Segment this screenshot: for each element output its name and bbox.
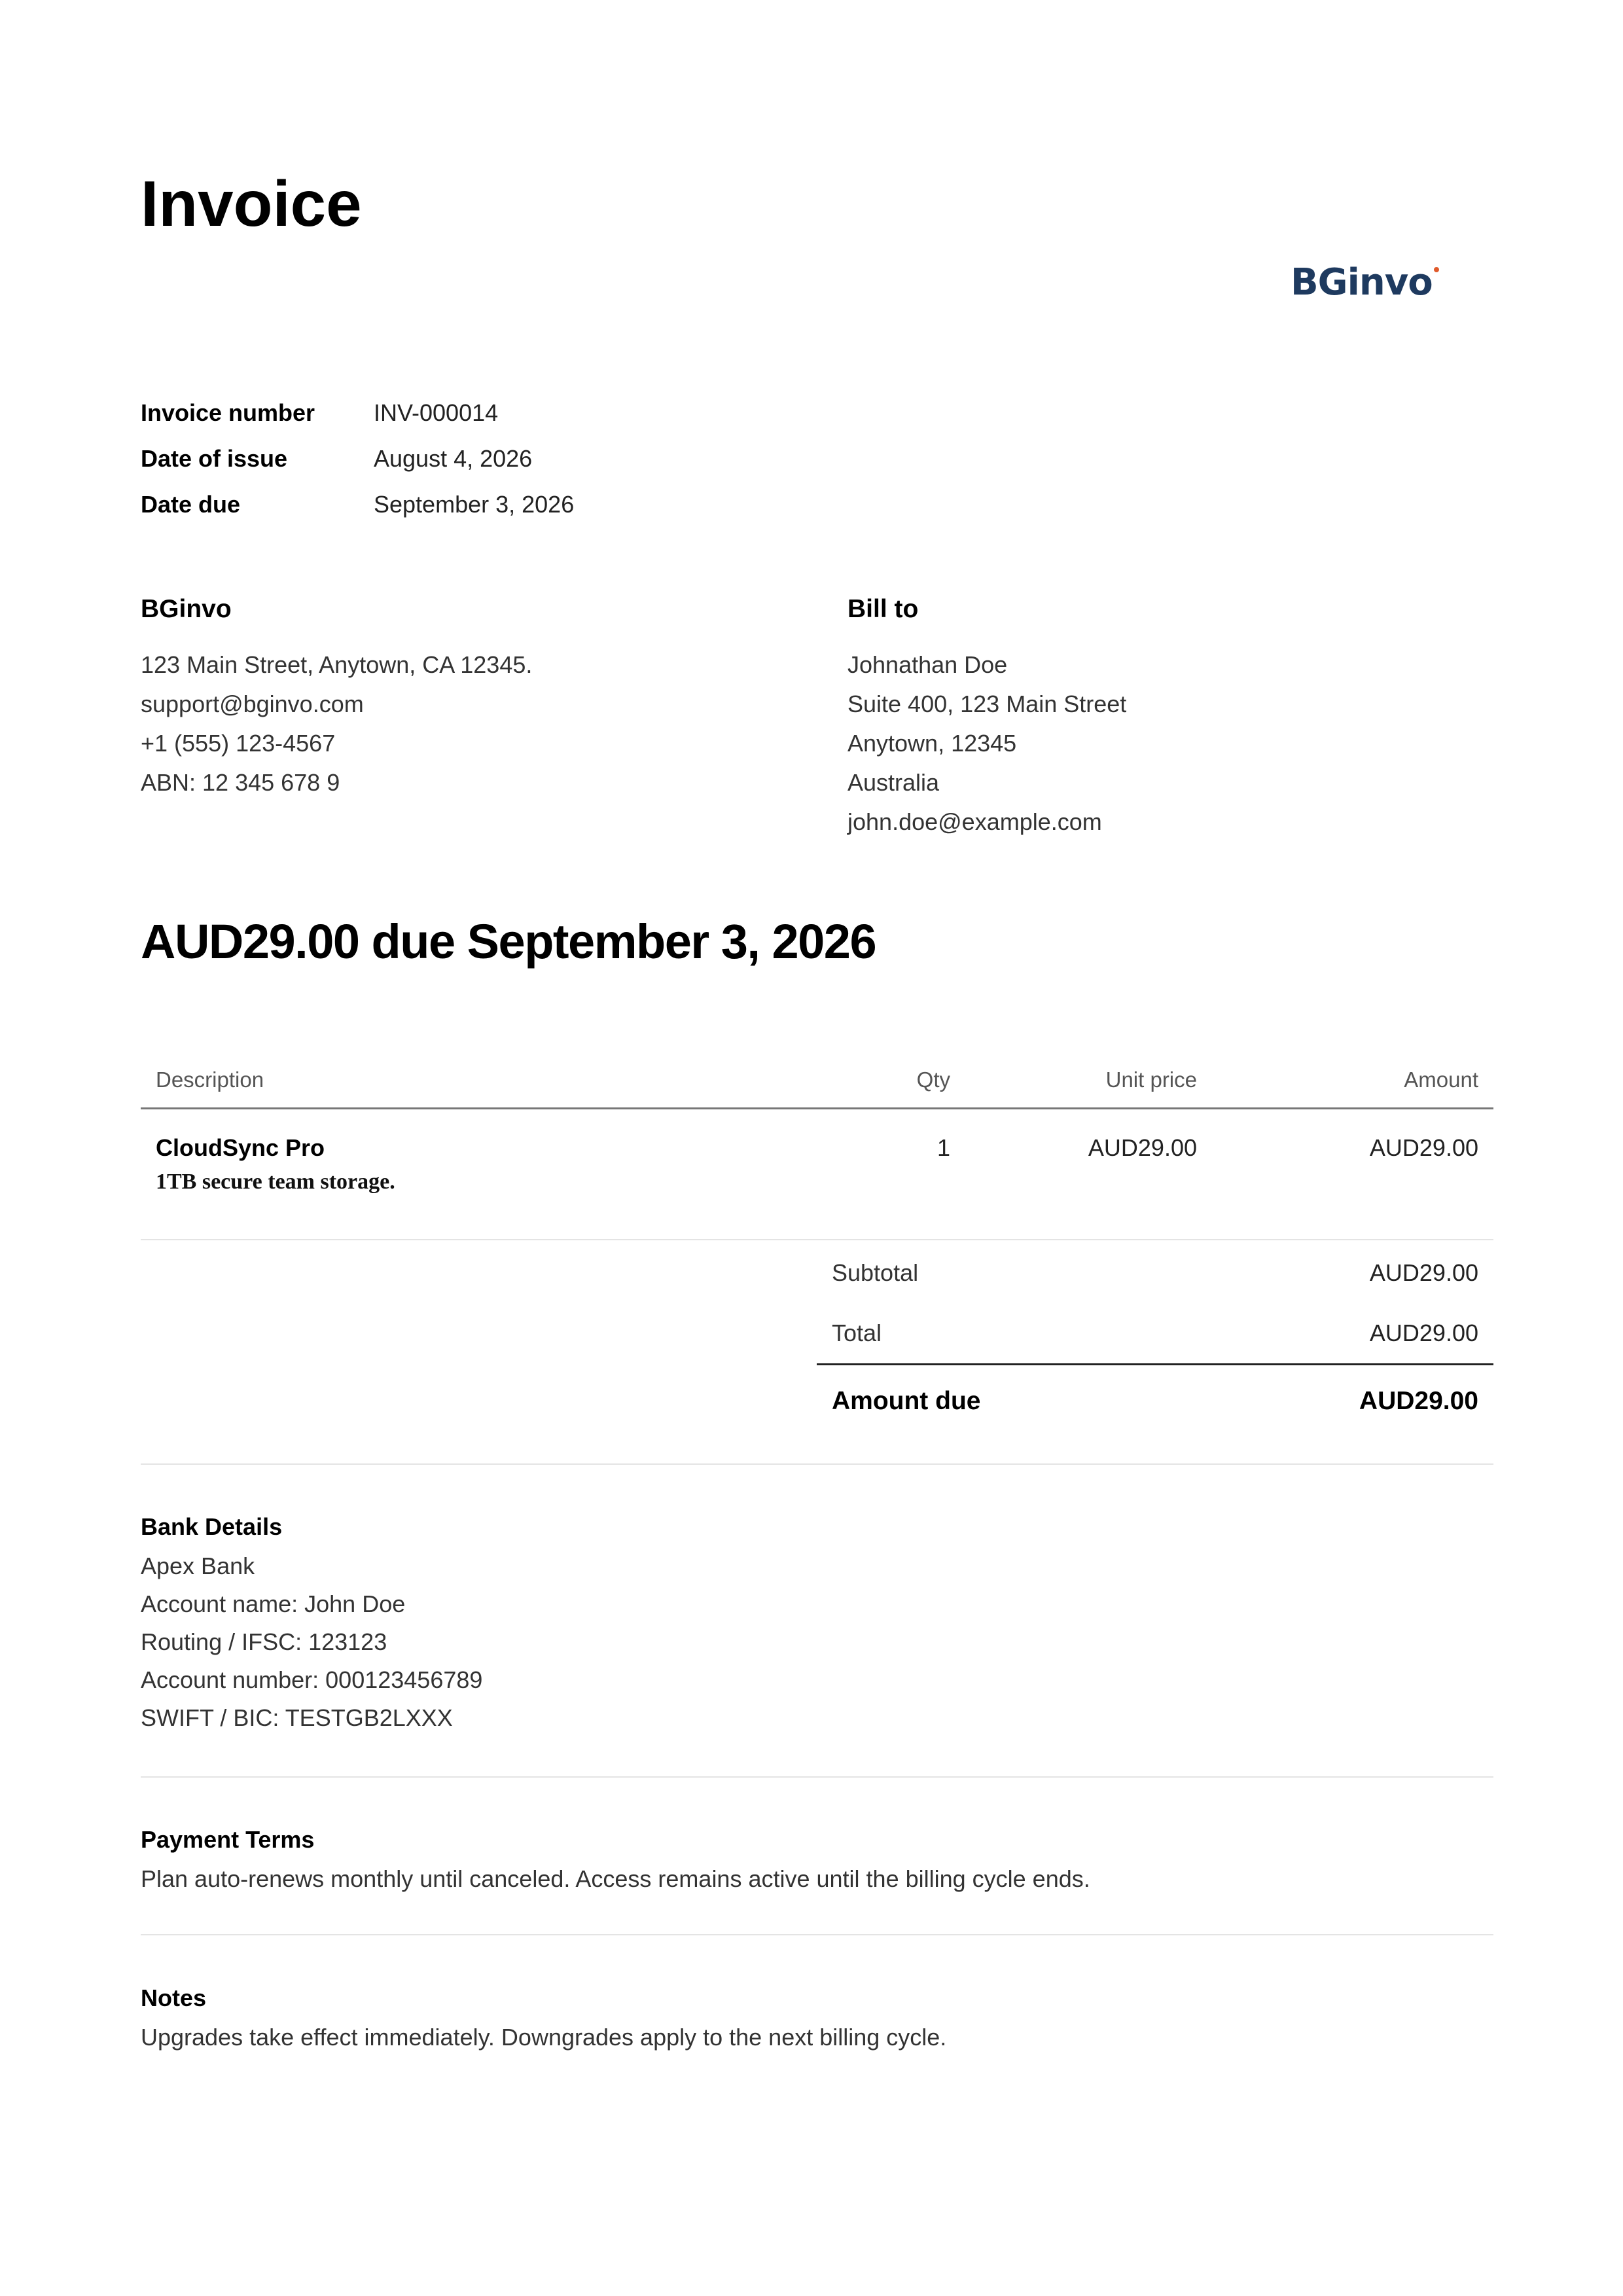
meta-label: Date due (141, 491, 241, 518)
subtotal-label: Subtotal (832, 1259, 919, 1286)
amount-due-label: Amount due (832, 1387, 981, 1415)
divider (141, 1776, 1493, 1778)
table-row (141, 1109, 1493, 1240)
customer-email: john.doe@example.com (847, 808, 1102, 835)
divider (141, 1934, 1493, 1935)
item-qty: 1 (936, 1134, 950, 1161)
notes-text: Upgrades take effect immediately. Downgrades apply to the next billing cycle. (141, 2024, 947, 2051)
header-amount: Amount (1404, 1067, 1478, 1092)
totals-block (817, 1243, 1493, 1437)
meta-row-date-of-issue (141, 436, 574, 482)
amount-due-heading: AUD29.00 due September 3, 2026 (141, 914, 876, 969)
seller-abn: ABN: 12 345 678 9 (141, 769, 340, 796)
item-cell (141, 1134, 839, 1194)
customer-country: Australia (847, 769, 940, 796)
meta-label: Invoice number (141, 399, 315, 426)
subtotal-row (817, 1243, 1493, 1303)
item-description: 1TB secure team storage. (156, 1170, 395, 1194)
payment-terms-section (141, 1820, 1090, 1898)
invoice-meta (141, 390, 574, 528)
bank-account-number: Account number: 000123456789 (141, 1666, 483, 1693)
bank-name: Apex Bank (141, 1552, 255, 1579)
payment-terms-title: Payment Terms (141, 1826, 315, 1853)
logo-accent-dot-icon (1434, 267, 1439, 272)
meta-label: Date of issue (141, 445, 288, 472)
bank-details-section (141, 1507, 482, 1737)
meta-value: August 4, 2026 (374, 445, 533, 472)
customer-name: Johnathan Doe (847, 651, 1008, 678)
meta-row-invoice-number (141, 390, 574, 436)
meta-row-date-due (141, 482, 574, 528)
subtotal-value: AUD29.00 (1369, 1259, 1478, 1286)
header-unit-price: Unit price (1105, 1067, 1197, 1092)
notes-section (141, 1978, 946, 2056)
seller-phone: +1 (555) 123-4567 (141, 730, 336, 757)
total-label: Total (832, 1319, 882, 1346)
seller-details (141, 594, 532, 802)
table-header (141, 1052, 1493, 1109)
header-qty: Qty (916, 1067, 950, 1092)
item-amount: AUD29.00 (1369, 1134, 1478, 1161)
customer-city: Anytown, 12345 (847, 730, 1017, 757)
item-name: CloudSync Pro (156, 1134, 325, 1161)
bank-routing: Routing / IFSC: 123123 (141, 1628, 387, 1655)
divider (141, 1463, 1493, 1465)
meta-value: INV-000014 (374, 399, 499, 426)
item-unit-price: AUD29.00 (1088, 1134, 1197, 1161)
bank-account-name: Account name: John Doe (141, 1590, 406, 1617)
notes-title: Notes (141, 1984, 207, 2011)
total-row (817, 1303, 1493, 1365)
seller-address: 123 Main Street, Anytown, CA 12345. (141, 651, 533, 678)
invoice-title: Invoice (141, 168, 362, 240)
meta-value: September 3, 2026 (374, 491, 575, 518)
line-items-table (141, 1052, 1493, 1240)
seller-email: support@bginvo.com (141, 691, 364, 717)
payment-terms-text: Plan auto-renews monthly until canceled. Access remains active until the billing cycle ends. (141, 1865, 1090, 1892)
bank-swift: SWIFT / BIC: TESTGB2LXXX (141, 1704, 453, 1731)
bank-details-title: Bank Details (141, 1513, 283, 1540)
logo-text: BGinvo (1291, 261, 1433, 304)
customer-address-line: Suite 400, 123 Main Street (847, 691, 1127, 717)
amount-due-value: AUD29.00 (1359, 1387, 1478, 1415)
bill-to-title: Bill to (847, 595, 919, 623)
amount-due-row (817, 1365, 1493, 1437)
seller-name: BGinvo (141, 595, 232, 623)
bill-to-details (847, 594, 1126, 842)
brand-logo (1291, 261, 1439, 304)
total-value: AUD29.00 (1369, 1319, 1478, 1346)
header-description: Description (156, 1067, 264, 1092)
